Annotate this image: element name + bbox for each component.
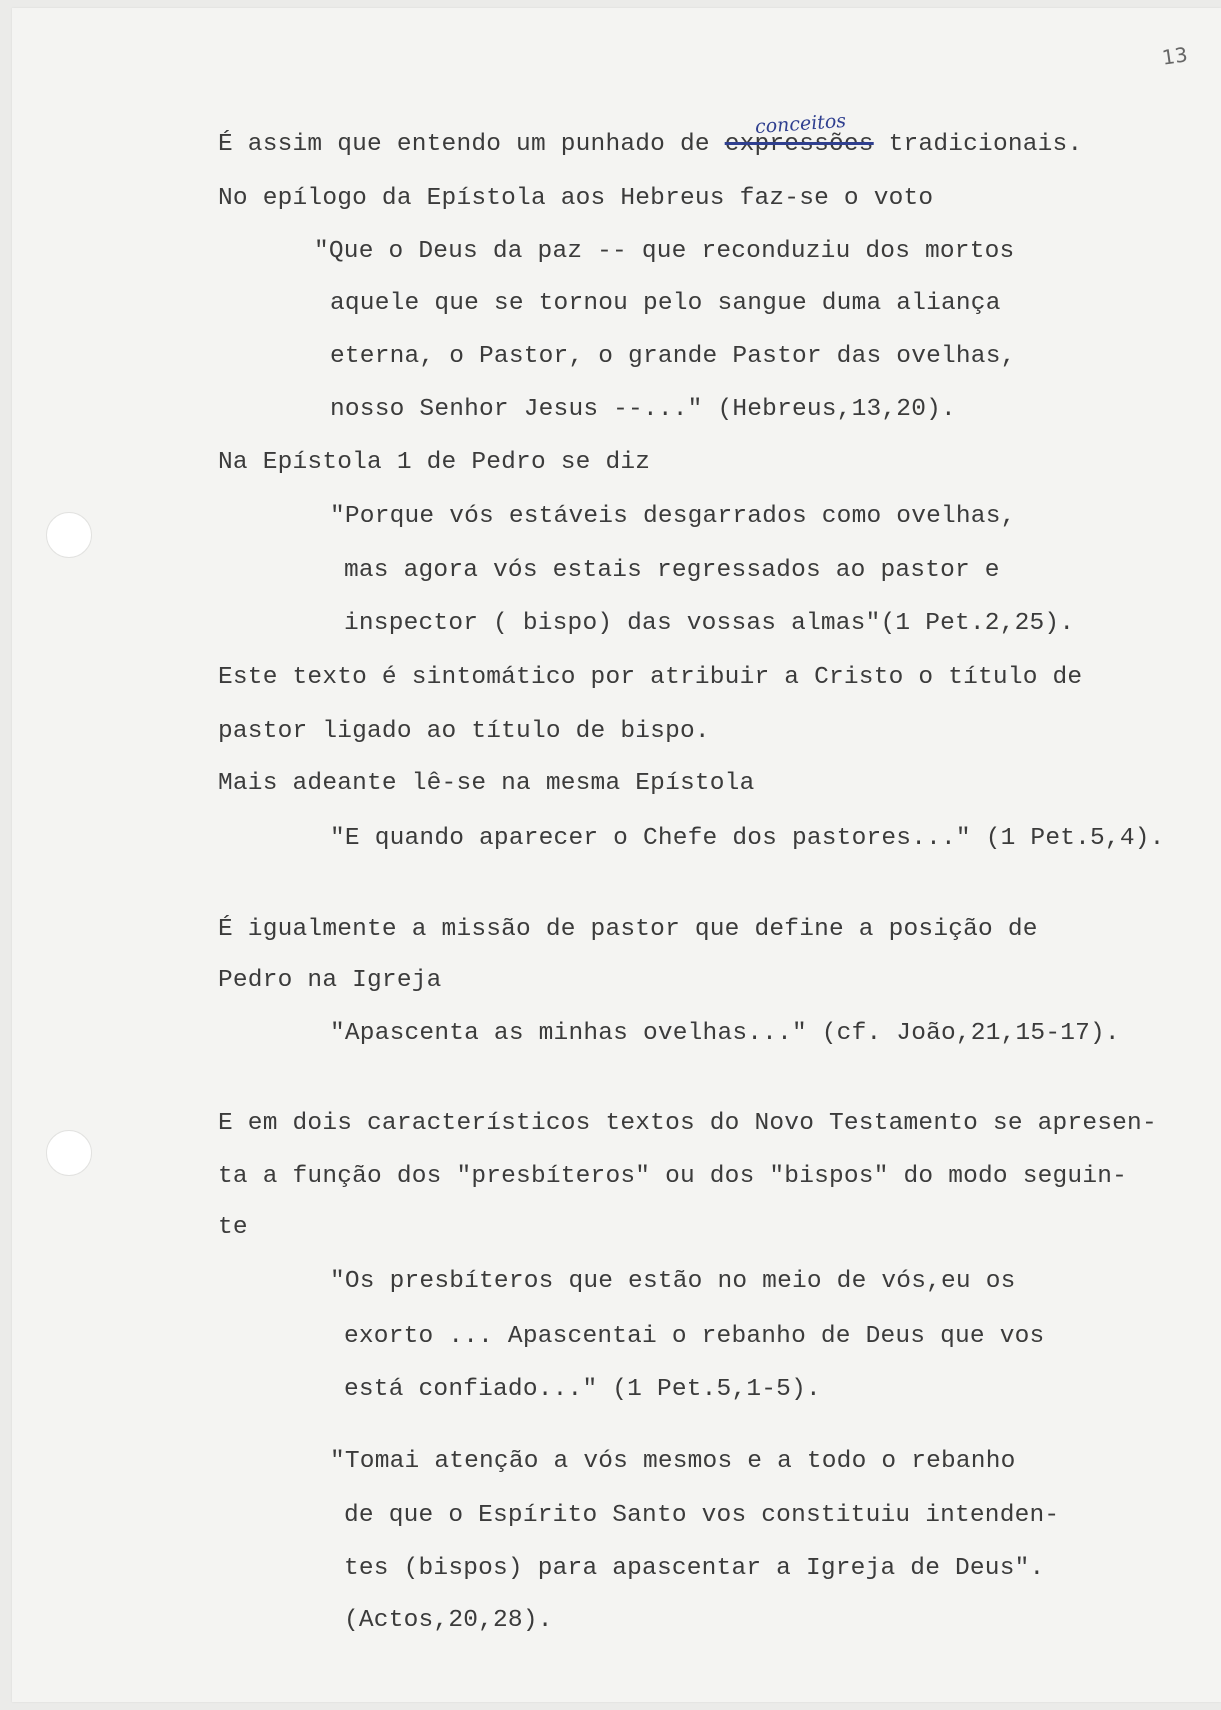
text-line: É igualmente a missão de pastor que define a posição de: [218, 916, 1038, 943]
text-line: [218, 131, 1082, 158]
text-line-start: É assim que entendo um punhado de: [218, 131, 725, 158]
text-line: E em dois característicos textos do Novo Testamento se apresen-: [218, 1110, 1157, 1137]
text-line-end: tradicionais.: [873, 131, 1083, 158]
quote-line: (Actos,20,28).: [344, 1607, 553, 1634]
quote-line: inspector ( bispo) das vossas almas"(1 Pet.2,25).: [344, 610, 1075, 637]
quote-line: "Tomai atenção a vós mesmos e a todo o rebanho: [330, 1448, 1016, 1475]
quote-line: de que o Espírito Santo vos constituiu intenden-: [344, 1502, 1060, 1529]
text-line: te: [218, 1214, 248, 1241]
quote-line: tes (bispos) para apascentar a Igreja de Deus".: [344, 1555, 1045, 1582]
punch-hole: [46, 1130, 92, 1176]
text-line: Este texto é sintomático por atribuir a Cristo o título de: [218, 664, 1083, 691]
punch-hole: [46, 512, 92, 558]
quote-line: "Os presbíteros que estão no meio de vós,eu os: [330, 1268, 1016, 1295]
text-line: pastor ligado ao título de bispo.: [218, 718, 710, 745]
text-line: Mais adeante lê-se na mesma Epístola: [218, 770, 755, 797]
quote-line: nosso Senhor Jesus --..." (Hebreus,13,20).: [330, 396, 956, 423]
quote-line: "E quando aparecer o Chefe dos pastores..." (1 Pet.5,4).: [330, 825, 1165, 852]
text-line: ta a função dos "presbíteros" ou dos "bispos" do modo seguin-: [218, 1163, 1128, 1190]
text-line: No epílogo da Epístola aos Hebreus faz-se o voto: [218, 185, 934, 212]
quote-line: "Porque vós estáveis desgarrados como ovelhas,: [330, 503, 1016, 530]
quote-line: mas agora vós estais regressados ao pastor e: [344, 557, 1000, 584]
text-line: Na Epístola 1 de Pedro se diz: [218, 449, 651, 476]
page-number: 13: [1160, 42, 1189, 70]
handwritten-correction: conceitos: [754, 109, 847, 139]
quote-line: "Apascenta as minhas ovelhas..." (cf. João,21,15-17).: [330, 1020, 1120, 1047]
quote-line: "Que o Deus da paz -- que reconduziu dos mortos: [314, 238, 1015, 265]
quote-line: está confiado..." (1 Pet.5,1-5).: [344, 1376, 821, 1403]
struck-word: expressões: [724, 131, 874, 158]
quote-line: aquele que se tornou pelo sangue duma aliança: [330, 290, 1001, 317]
text-line: Pedro na Igreja: [218, 967, 442, 994]
quote-line: exorto ... Apascentai o rebanho de Deus que vos: [344, 1323, 1045, 1350]
quote-line: eterna, o Pastor, o grande Pastor das ovelhas,: [330, 343, 1016, 370]
